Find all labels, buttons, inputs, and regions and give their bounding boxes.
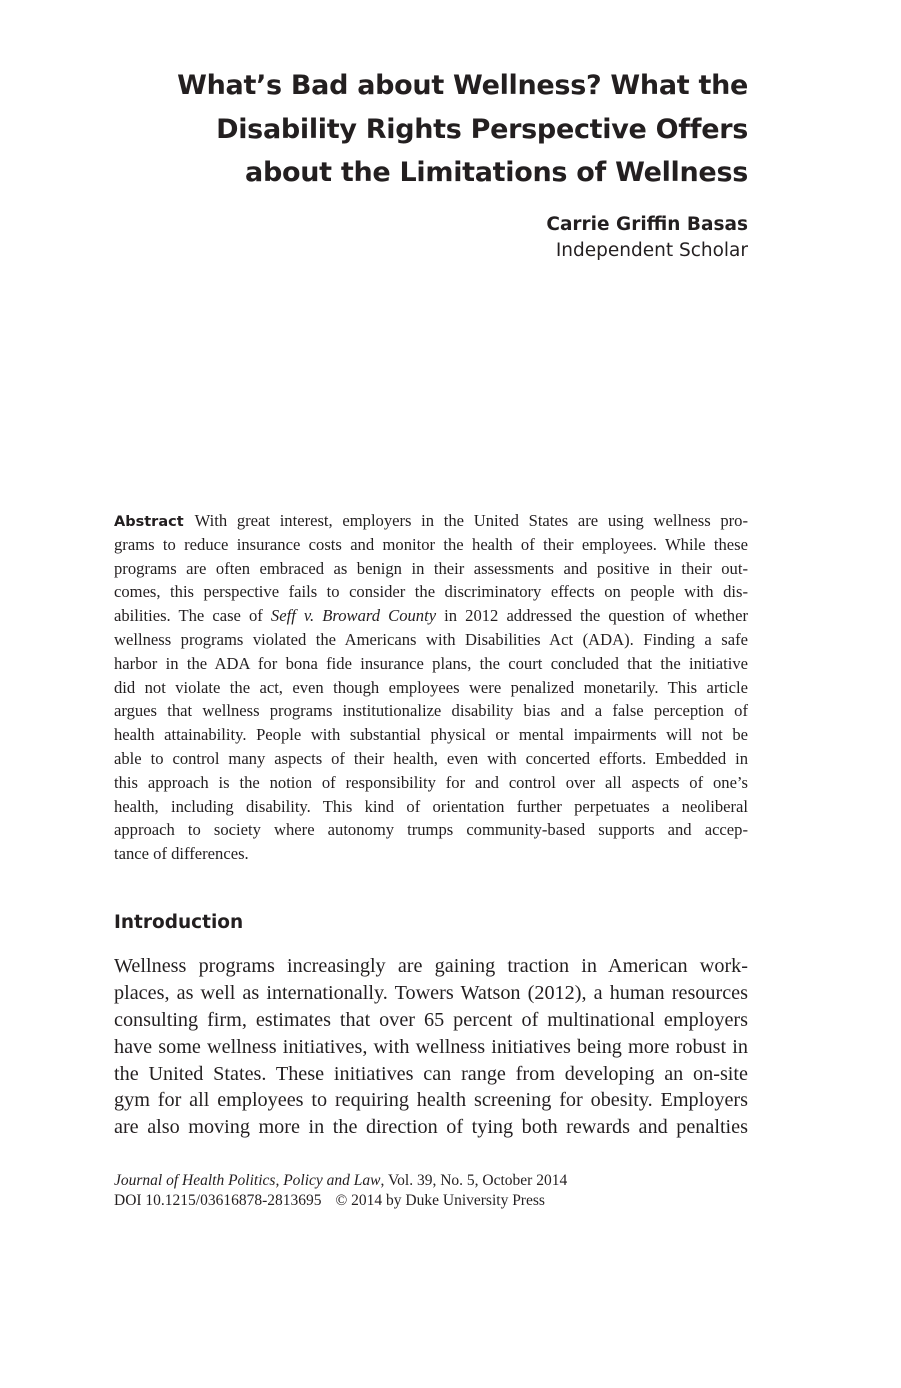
journal-name: Journal of Health Politics, Policy and Law: [114, 1172, 381, 1189]
abstract-line: health, including disability. This kind of orientation further perpetuates a neoliberal: [114, 796, 748, 816]
abstract-line: this approach is the notion of responsibility for and control over all aspects of one’s: [114, 772, 748, 792]
title-line: Disability Rights Perspective Offers: [216, 113, 748, 145]
section-heading-introduction: Introduction: [114, 912, 244, 933]
body-line: gym for all employees to requiring health screening for obesity. Employers: [114, 1089, 748, 1112]
author-block: [546, 212, 748, 264]
body-line: Wellness programs increasingly are gaining traction in American work-: [114, 955, 748, 977]
body-line: are also moving more in the direction of tying both rewards and penalties: [114, 1116, 748, 1139]
abstract-line: tance of differences.: [114, 844, 249, 864]
title-line: about the Limitations of Wellness: [245, 157, 748, 188]
journal-volume: , Vol. 39, No. 5, October 2014: [380, 1172, 568, 1189]
journal-footer: [114, 1171, 567, 1211]
body-line: the United States. These initiatives can range from developing an on-site: [114, 1062, 748, 1085]
body-line: have some wellness initiatives, with wellness initiatives being more robust in: [114, 1035, 748, 1058]
abstract-line: grams to reduce insurance costs and monitor the health of their employees. While these: [114, 534, 748, 554]
abstract-line: harbor in the ADA for bona fide insurance plans, the court concluded that the initiative: [114, 653, 748, 673]
abstract-label: Abstract: [114, 514, 184, 530]
abstract-line: wellness programs violated the Americans with Disabilities Act (ADA). Finding a safe: [114, 629, 748, 649]
abstract-line: comes, this perspective fails to consider the discriminatory effects on people with dis-: [114, 582, 748, 602]
doi-line: [114, 1191, 567, 1211]
title-line: What’s Bad about Wellness? What the: [177, 70, 748, 101]
case-name: Seff v. Broward County: [270, 606, 437, 626]
body-line: consulting firm, estimates that over 65 percent of multinational employers: [114, 1008, 748, 1031]
abstract-line: approach to society where autonomy trumps community-based supports and accep-: [114, 820, 748, 840]
abstract-line: [114, 509, 748, 533]
abstract-line: programs are often embraced as benign in their assessments and positive in their out-: [114, 558, 748, 578]
doi: DOI 10.1215/03616878-2813695: [114, 1192, 322, 1209]
abstract-line: [114, 604, 748, 628]
abstract-text: in 2012 addressed the question of whether: [436, 606, 748, 626]
author-name: Carrie Griffin Basas: [546, 214, 748, 235]
journal-citation: [114, 1171, 567, 1191]
introduction-paragraph: [114, 953, 748, 1141]
article-title: [114, 64, 748, 195]
abstract-line: able to control many aspects of their health, even with concerted efforts. Embedded in: [114, 748, 748, 768]
copyright: © 2014 by Duke University Press: [335, 1192, 545, 1209]
body-line: places, as well as internationally. Towers Watson (2012), a human resources: [114, 981, 748, 1004]
abstract-line: argues that wellness programs institutionalize disability bias and a false perception of: [114, 701, 748, 721]
abstract-line: did not violate the act, even though employees were penalized monetarily. This article: [114, 677, 748, 697]
abstract: [114, 509, 748, 866]
abstract-text: abilities. The case of: [114, 606, 271, 626]
abstract-line: health attainability. People with substantial physical or mental impairments will not be: [114, 725, 748, 745]
author-affiliation: Independent Scholar: [555, 240, 748, 261]
abstract-text: With great interest, employers in the United States are using wellness pro-: [194, 511, 748, 530]
